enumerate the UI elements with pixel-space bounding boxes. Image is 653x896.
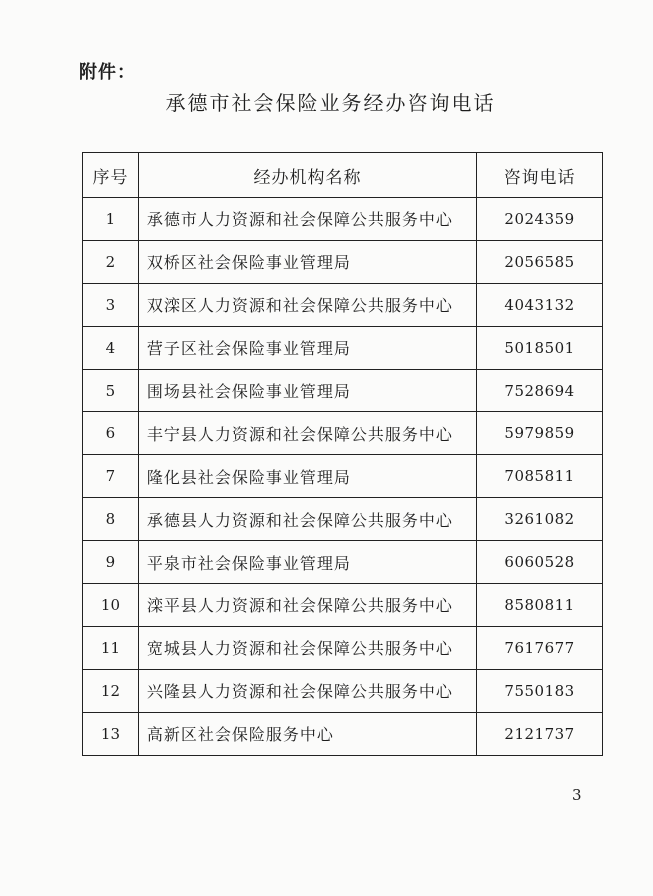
table-row [83,412,603,455]
phone-number: 6060528 [477,541,603,584]
row-number: 11 [83,626,139,669]
table-row [83,712,603,755]
row-number: 6 [83,412,139,455]
agency-name: 承德县人力资源和社会保障公共服务中心 [138,498,476,541]
consultation-phone-table [82,152,603,756]
header-number: 序号 [83,153,139,198]
phone-number: 8580811 [477,584,603,627]
phone-number: 3261082 [477,498,603,541]
agency-name: 承德市人力资源和社会保障公共服务中心 [138,198,476,241]
phone-number: 7617677 [477,626,603,669]
agency-name: 滦平县人力资源和社会保障公共服务中心 [138,584,476,627]
header-phone: 咨询电话 [477,153,603,198]
phone-number: 2024359 [477,198,603,241]
table-row [83,283,603,326]
row-number: 2 [83,240,139,283]
row-number: 5 [83,369,139,412]
phone-number: 7528694 [477,369,603,412]
phone-number: 7085811 [477,455,603,498]
agency-name: 宽城县人力资源和社会保障公共服务中心 [138,626,476,669]
row-number: 10 [83,584,139,627]
page-number: 3 [572,786,582,804]
agency-name: 双滦区人力资源和社会保障公共服务中心 [138,283,476,326]
agency-name: 营子区社会保险事业管理局 [138,326,476,369]
agency-name: 兴隆县人力资源和社会保障公共服务中心 [138,669,476,712]
agency-name: 高新区社会保险服务中心 [138,712,476,755]
attachment-label: 附件： [79,62,136,83]
table-row [83,240,603,283]
agency-name: 平泉市社会保险事业管理局 [138,541,476,584]
row-number: 12 [83,669,139,712]
table-row [83,455,603,498]
header-agency-name: 经办机构名称 [138,153,476,198]
table-row [83,584,603,627]
row-number: 8 [83,498,139,541]
table-row [83,369,603,412]
phone-number: 2121737 [477,712,603,755]
table-row [83,326,603,369]
agency-name: 丰宁县人力资源和社会保障公共服务中心 [138,412,476,455]
row-number: 4 [83,326,139,369]
row-number: 1 [83,198,139,241]
phone-number: 2056585 [477,240,603,283]
row-number: 3 [83,283,139,326]
agency-name: 隆化县社会保险事业管理局 [138,455,476,498]
phone-number: 5018501 [477,326,603,369]
agency-name: 围场县社会保险事业管理局 [138,369,476,412]
table-row [83,626,603,669]
table-header-row [83,153,603,198]
agency-name: 双桥区社会保险事业管理局 [138,240,476,283]
phone-number: 7550183 [477,669,603,712]
row-number: 7 [83,455,139,498]
table-row [83,669,603,712]
phone-number: 5979859 [477,412,603,455]
row-number: 13 [83,712,139,755]
phone-number: 4043132 [477,283,603,326]
page-title: 承德市社会保险业务经办咨询电话 [165,91,496,115]
table-row [83,198,603,241]
table-row [83,498,603,541]
row-number: 9 [83,541,139,584]
table-row [83,541,603,584]
